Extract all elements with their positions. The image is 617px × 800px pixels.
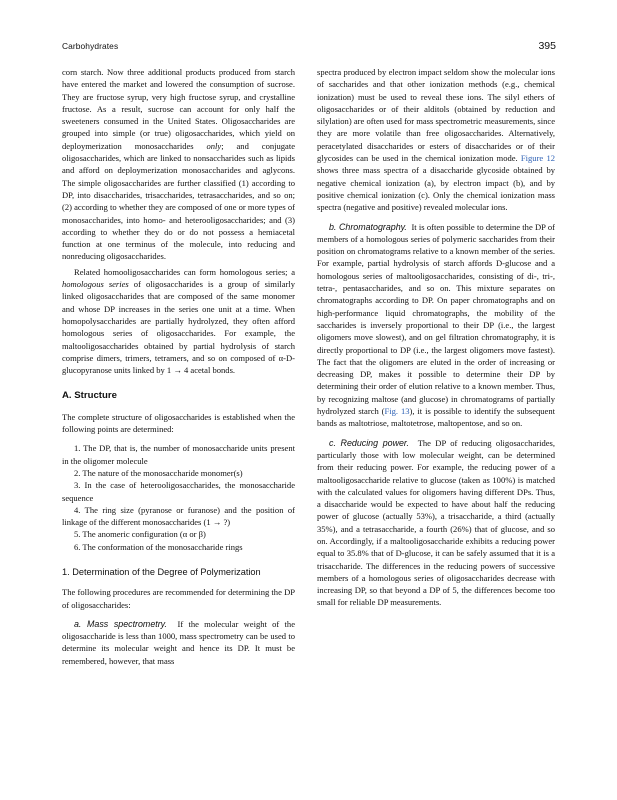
paragraph-text: shows three mass spectra of a disaccharide glycoside obtained by negative chemical ionization (a), by electron impact (b), and by positive chemical ionization (c). Only the chemical ionization mass spectra (negative and positive) revealed molecular ions. — [317, 165, 555, 213]
list-item: 2. The nature of the monosaccharide monomer(s) — [74, 467, 243, 478]
paragraph: The complete structure of oligosaccharides is established when the following points are determined: — [62, 411, 295, 435]
paragraph — [62, 66, 295, 263]
paragraph-text: corn starch. Now three additional products produced from starch have entered the market and lowered the consumption of sucrose. They are fructose syrup, very high fructose syrup, and crystalline fructose. As a result, sucrose can account for only half the sweeteners consumed in the United States. Oligosaccharides are grouped into simple (or true) oligosaccharides, which yield on deploymerization monosaccharides — [62, 67, 295, 151]
paragraph-text: The DP of reducing oligosaccharides, particularly those with low molecular weight, can be determined from their reducing power. For example, the reducing power of a maltooligosaccharide relative to glucose (taken as 100%) is matched with the calculated values for oligomers having different DPs. Thus, a disaccharide would be expected to have about half the reducing power of glucose (actually 53%), a trisaccharide, a third (actually 35%), and a tetrasaccharide, a fourth (26%) that of glucose, and so on. Accordingly, if a maltooligosaccharide exhibits a reducing power equal to 35.8% that of D-glucose, it can be safely assumed that it is a trisaccharide. The differences in the reducing powers of successive members of a homologous series of oligosaccharides decrease with increasing DP, so that beyond a DP of 5, the differences become too small for reliable DP measurements. — [317, 437, 556, 608]
emphasis: only — [206, 140, 222, 151]
figure-reference-link[interactable]: Figure 12 — [520, 153, 555, 164]
paragraph — [317, 66, 555, 214]
section-heading: A. Structure — [62, 390, 117, 402]
paragraph — [317, 221, 555, 430]
list-item: 1. The DP, that is, the number of monosaccharide units present in the oligomer molecule — [62, 443, 295, 466]
figure-reference-link[interactable]: Fig. 13 — [384, 406, 410, 417]
page-number: 395 — [538, 40, 556, 52]
paragraph-heading: c. Reducing power. — [329, 437, 410, 448]
emphasis: homologous series — [62, 279, 129, 290]
right-column — [317, 66, 555, 609]
paragraph-text: spectra produced by electron impact seldom show the molecular ions of saccharides and that other ionization methods (e.g., chemical ionization) must be used to reveal these ions. The silyl ethers of oligosaccharides or of their alditols (obtained by reduction and silylation) are often used for mass spectrometric measurements, since they are more volatile than free oligosaccharides. Alternatively, peracetylated disaccharides or esters of disaccharides or of their glycosides can be used in the chemical ionization mode. — [317, 67, 555, 164]
subsection-heading: 1. Determination of the Degree of Polymerization — [62, 566, 261, 577]
paragraph — [62, 618, 295, 667]
paragraph-text: Related homooligosaccharides can form homologous series; a — [74, 266, 295, 277]
paragraph-text: It is often possible to determine the DP of members of a homologous series of polymeric saccharides from their position on chromatograms relative to a known member of the series. For example, partial hydrolysis of starch affords D-glucose and a homologous series of maltooligosaccharides, consisting of di-, tri-, tetra-, pentasaccharides, and so on. This mixture separates on chromatographs according to DP. On paper chromatographs and on high-performance liquid chromatographs, the mobility of the saccharides is inversely proportional to their DP (i.e., the largest oligomers move slowest), and on gel filtration chromatography, it is directly proportional to DP (i.e., the largest oligomers move fastest). The fact that the oligomers are eluted in the order of increasing or decreasing DP, makes it possible to determine their DP by determining their order of elution relative to a known member. Thus, by recognizing maltose (and glucose) in chromatograms of partially hydrolyzed starch ( — [317, 221, 555, 417]
list-item: 6. The conformation of the monosaccharide rings — [74, 541, 243, 552]
list-item: 5. The anomeric configuration (α or β) — [74, 529, 206, 540]
paragraph-text: of oligosaccharides is a group of similarly linked oligosaccharides that are composed of the same monomer and whose DP increases in the series one unit at a time. When homopolysaccharides are partially hydrolyzed, they often afford homologous series of oligosaccharides. For example, the maltooligosaccharides obtained by partial hydrolysis of starch comprise dimers, trimers, tetramers, and so on composed of α-D-glucopyranose units linked by 1 → 4 acetal bonds. — [62, 279, 295, 376]
paragraph-text: ), it is possible to identify the subsequent bands as maltotriose, maltotetrose, maltopentose, and so on. — [317, 406, 555, 429]
running-head: Carbohydrates — [62, 41, 119, 51]
paragraph — [62, 266, 295, 377]
page-header — [62, 41, 556, 55]
paragraph: The following procedures are recommended for determining the DP of oligosaccharides: — [62, 587, 295, 610]
paragraph-text: If the molecular weight of the oligosaccharide is less than 1000, mass spectrometry can be used to determine its molecular weight and hence its DP. It must be remembered, however, that mass — [62, 618, 295, 666]
left-column — [62, 66, 295, 667]
paragraph-heading: a. Mass spectrometry. — [74, 618, 167, 629]
paragraph-text: ; and conjugate oligosaccharides, which are linked to nonsaccharides such as lipids and afford on deploymerization monosaccharides and aglycons. The simple oligosaccharides are further classified (1) according to DP, into disaccharides, trisaccharides, tetrasaccharides, and so on; (2) according to whether they are composed of one or more types of monosaccharides, into homo- and heterooligosaccharides; and (3) according to whether they do or do not possess a hemiacetal function at one terminus of the molecule, into reducing and nonreducing oligosaccharides. — [62, 140, 295, 262]
list-item: 3. In the case of heterooligosaccharides, the monosaccharide sequence — [62, 480, 295, 503]
paragraph-heading: b. Chromatography. — [329, 221, 407, 232]
list-item: 4. The ring size (pyranose or furanose) and the position of linkage of the different monosaccharides (1 → ?) — [62, 504, 295, 528]
paragraph — [317, 437, 555, 609]
